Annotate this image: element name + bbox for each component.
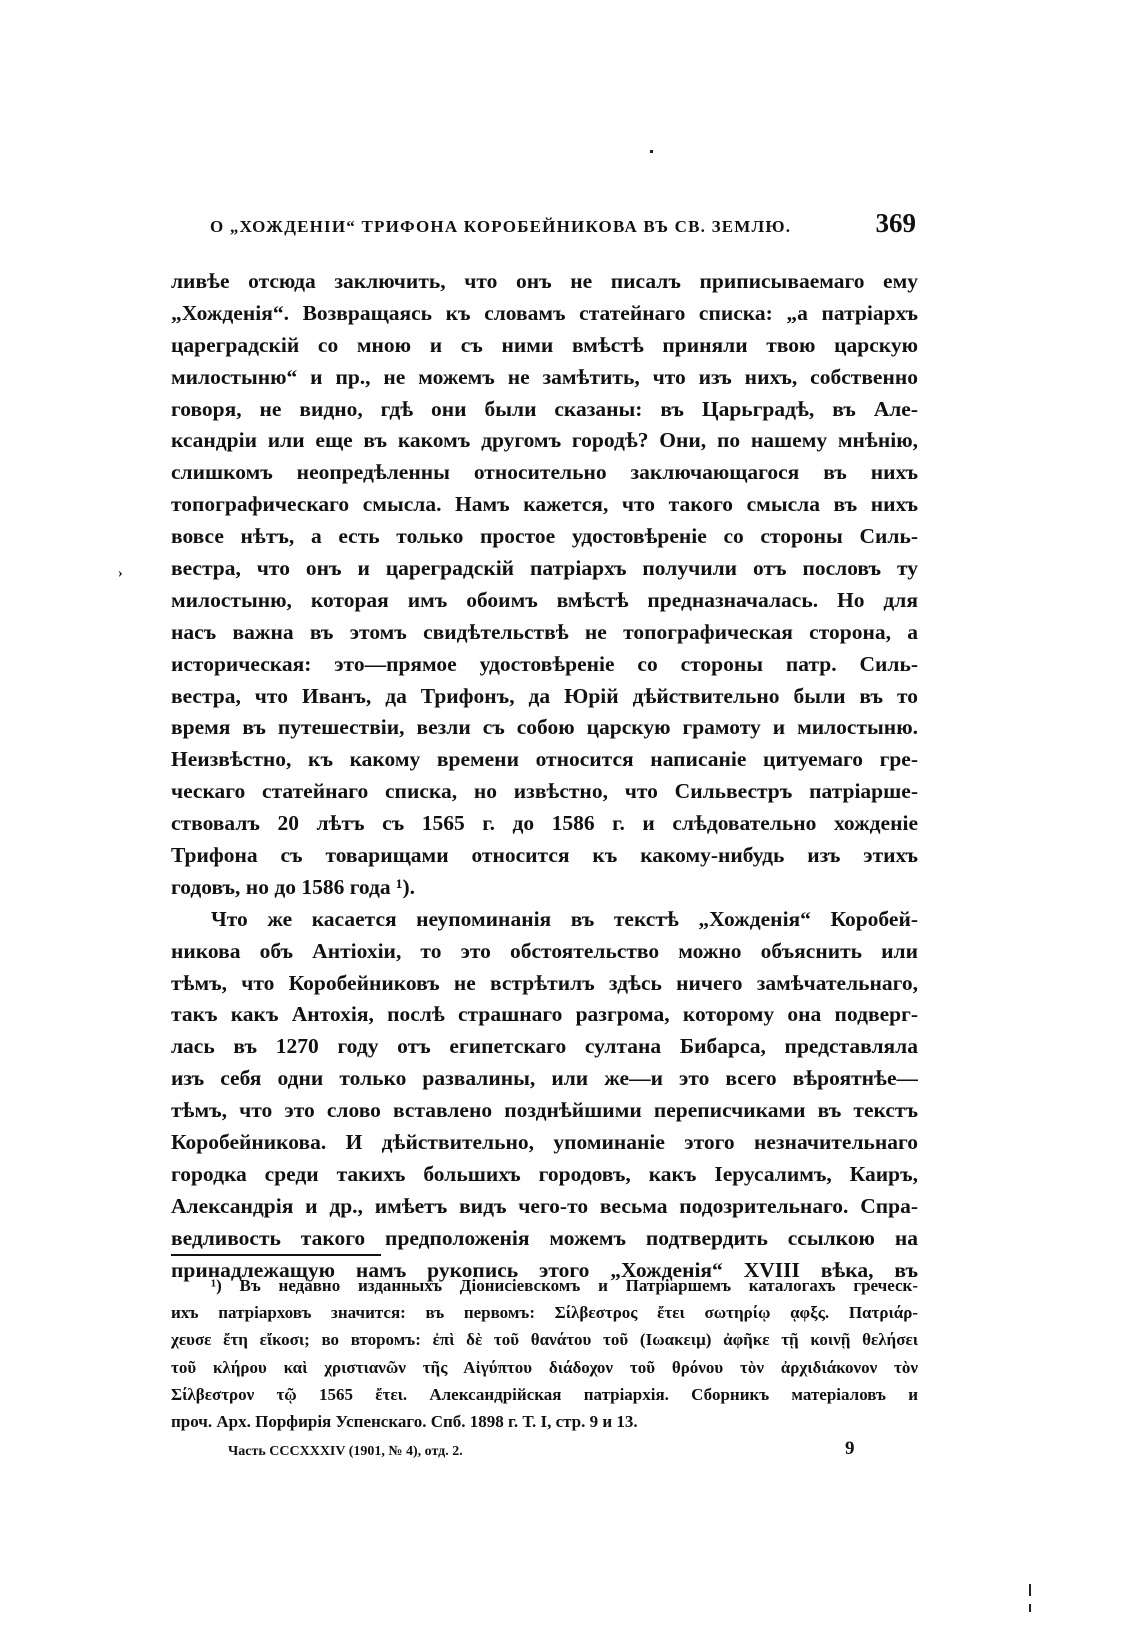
signature-line: Часть CCCXXXIV (1901, № 4), отд. 2. (228, 1444, 463, 1459)
scan-speck (650, 150, 653, 153)
text-line: Коробейникова. И дѣйствительно, упоминаніе этого незначительнаго (171, 1130, 918, 1155)
text-line: ведливость такого предположенія можемъ подтвердить ссылкою на (171, 1225, 918, 1250)
header-title: О „ХОЖДЕНІИ“ ТРИФОНА КОРОБЕЙНИКОВА ВЪ СВ. ЗЕМЛЮ. (210, 217, 792, 236)
sheet-number: 9 (845, 1438, 855, 1459)
footnote-line: ¹) Въ недавно изданныхъ Діонисіевскомъ и Патріаршемъ каталогахъ греческ- (211, 1276, 918, 1295)
text-line: вовсе нѣтъ, а есть только простое удостовѣреніе со стороны Силь- (171, 524, 918, 549)
footnote-line: проч. Арх. Порфирія Успенскаго. Спб. 1898 г. Т. I, стр. 9 и 13. (171, 1411, 638, 1431)
text-line: Александрія и др., имѣетъ видъ чего-то весьма подозрительнаго. Спра- (171, 1193, 918, 1218)
text-line: Трифона съ товарищами относится къ какому-нибудь изъ этихъ (171, 843, 918, 868)
text-line: милостыню, которая имъ обоимъ вмѣстѣ предназначалась. Но для (171, 587, 918, 612)
text-line: вестра, что онъ и цареградскій патріархъ получили отъ пословъ ту (171, 556, 918, 581)
text-line: такъ какъ Антохія, послѣ страшнаго разгрома, которому она подверг- (171, 1002, 918, 1027)
scan-speck (1029, 1604, 1031, 1612)
footnote-line: Σίλβεστρον τῷ 1565 ἔτει. Александрійская патріархія. Сборникъ матеріаловъ и (171, 1384, 918, 1404)
page-number: 369 (875, 208, 916, 238)
text-line: городка среди такихъ большихъ городовъ, какъ Іерусалимъ, Каиръ, (171, 1161, 918, 1186)
text-line: лась въ 1270 году отъ египетскаго султана Бибарса, представляла (171, 1034, 918, 1059)
text-line: „Хожденія“. Возвращаясь къ словамъ статейнаго списка: „а патріархъ (171, 300, 918, 325)
footnotes (171, 1272, 918, 1435)
text-line: ствовалъ 20 лѣтъ съ 1565 г. до 1586 г. и слѣдовательно хожденіе (171, 811, 918, 836)
footnote-rule (171, 1254, 381, 1256)
body-text (171, 266, 918, 1287)
footnote-line: τοῦ κλήρου καὶ χριστιανῶν τῆς Αἰγύπτου διάδοχον τοῦ θρόνου τὸν ἀρχιδιάκονον τὸν (171, 1357, 918, 1377)
margin-mark: › (118, 566, 123, 581)
text-line: тѣмъ, что Коробейниковъ не встрѣтилъ здѣсь ничего замѣчательнаго, (171, 970, 918, 995)
text-line: время въ путешествіи, везли съ собою царскую грамоту и милостыню. (171, 715, 918, 740)
text-line: ческаго статейнаго списка, но извѣстно, что Сильвестръ патріарше- (171, 779, 918, 804)
text-line: принадлежащую намъ рукопись этого „Хожденія“ XVIII вѣка, въ (171, 1257, 918, 1282)
text-line: вестра, что Иванъ, да Трифонъ, да Юрій дѣйствительно были въ то (171, 683, 918, 708)
footnote-line: χευσε ἔτη εἴκοσι; во второмъ: ἐπὶ δὲ τοῦ θανάτου τοῦ (Ιωακειμ) ἀφῆκε τῇ κοινῇ θελήσει (171, 1330, 918, 1350)
text-line: ливѣе отсюда заключить, что онъ не писалъ приписываемаго ему (171, 269, 918, 293)
text-line: ксандріи или еще въ какомъ другомъ городѣ? Они, по нашему мнѣнію, (171, 428, 918, 453)
text-line: Неизвѣстно, къ какому времени относится написаніе цитуемаго гре- (171, 747, 918, 772)
text-line: никова объ Антіохіи, то это обстоятельство можно объяснить или (171, 938, 918, 963)
footnote-line: ихъ патріарховъ значится: въ первомъ: Σίλβεστρος ἔτει σωτηρίῳ ᾳφξς. Πατριάρ- (171, 1303, 918, 1323)
text-line: историческая: это—прямое удостовѣреніе со стороны патр. Силь- (171, 651, 918, 676)
text-line: топографическаго смысла. Намъ кажется, что такого смысла въ нихъ (171, 492, 918, 517)
running-header (210, 208, 916, 242)
text-line: цареградскій со мною и съ ними вмѣстѣ приняли твою царскую (171, 332, 918, 357)
text-line: говоря, не видно, гдѣ они были сказаны: въ Царьградѣ, въ Але- (171, 396, 918, 421)
text-line: милостыню“ и пр., не можемъ не замѣтить, что изъ нихъ, собственно (171, 364, 918, 389)
text-line: Что же касается неупоминанія въ текстѣ „Хожденія“ Коробей- (211, 906, 918, 931)
text-line: тѣмъ, что это слово вставлено позднѣйшими переписчиками въ текстъ (171, 1098, 918, 1123)
text-line: слишкомъ неопредѣленны относительно заключающагося въ нихъ (171, 460, 918, 485)
scan-speck (1029, 1584, 1031, 1596)
text-line: насъ важна въ этомъ свидѣтельствѣ не топографическая сторона, а (171, 619, 918, 644)
text-line: изъ себя одни только развалины, или же—и это всего вѣроятнѣе— (171, 1066, 918, 1091)
text-line: годовъ, но до 1586 года ¹). (171, 874, 416, 899)
